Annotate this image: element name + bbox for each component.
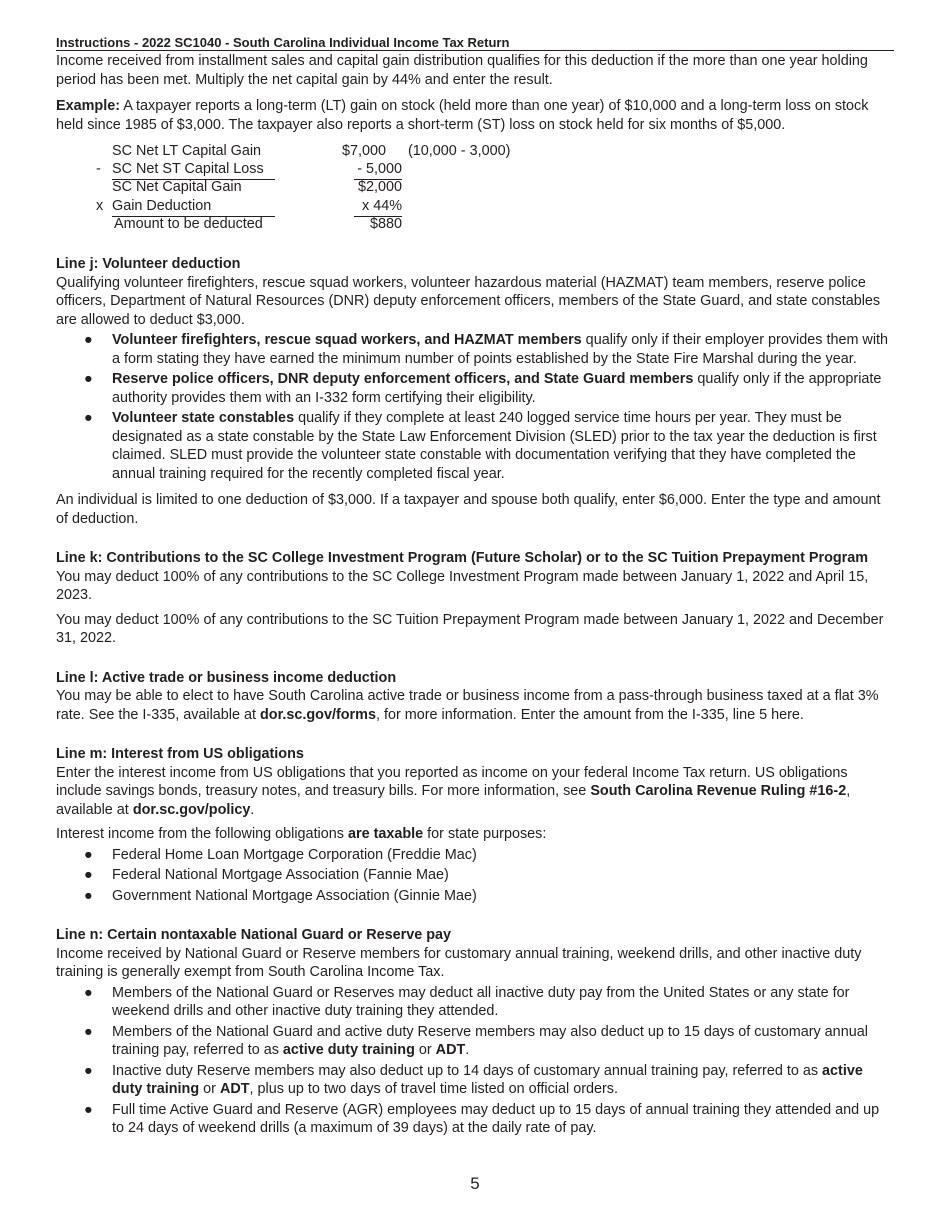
calc-label: SC Net Capital Gain (112, 179, 242, 195)
calc-row (56, 178, 556, 196)
line-l-heading: Line l: Active trade or business income deduction (56, 669, 397, 686)
list-item: ● Volunteer firefighters, rescue squad workers, and HAZMAT members qualify only if their employer provides them with a form stating they have earned the minimum number of points established by the State Fire Marshal during the year. (84, 332, 889, 367)
revenue-ruling-ref: South Carolina Revenue Ruling #16-2 (590, 783, 847, 799)
line-j-intro: Qualifying volunteer firefighters, rescue squad workers, volunteer hazardous material (HAZMAT) team members, reserve police officers, Department of Natural Resources (DNR) deputy enforcement officers, members of the State Guard, and state constables are allowed to deduct $3,000. (56, 274, 881, 328)
calc-amount: x 44% (354, 197, 402, 217)
calc-operator: x (96, 198, 104, 214)
line-k-heading: Line k: Contributions to the SC College Investment Program (Future Scholar) or to the SC Tuition Prepayment Program (56, 550, 869, 566)
example-text: A taxpayer reports a long-term (LT) gain on stock (held more than one year) of $10,000 and a long-term loss on stock held since 1985 of $3,000. The taxpayer also reports a short-term (ST) loss on stock held for six months of $5,000. (56, 98, 869, 133)
forms-link[interactable]: dor.sc.gov/forms (260, 706, 376, 723)
line-m-paragraph: Enter the interest income from US obligations that you reported as income on your federal Income Tax return. US obligations include savings bonds, treasury notes, and treasury bills. For more information, see South Carolina Revenue Ruling #16-2, available at dor.sc.gov/policy. (56, 764, 851, 818)
line-n-intro: Income received by National Guard or Reserve members for customary annual training, weekend drills, and other inactive duty training is generally exempt from South Carolina Income Tax. (56, 945, 862, 980)
calc-row (56, 142, 556, 160)
running-header: Instructions - 2022 SC1040 - South Carolina Individual Income Tax Return (56, 35, 894, 51)
line-m-heading: Line m: Interest from US obligations (56, 746, 304, 762)
calc-label: SC Net ST Capital Loss (112, 160, 275, 180)
list-item: ● Volunteer state constables qualify if they complete at least 240 logged service time hours per year. They must be designated as a state constable by the State Law Enforcement Division (SLED) prior to the tax year the deduction is first claimed. SLED must provide the volunteer state constable with documentation verifying that they have completed the annual training required for the recently completed fiscal year. (84, 410, 877, 482)
list-item: ● Members of the National Guard and active duty Reserve members may also deduct up to 15 days of customary annual training pay, referred to as active duty training or ADT. (84, 1023, 868, 1058)
list-item: ● Reserve police officers, DNR deputy enforcement officers, and State Guard members qualify only if the appropriate authority provides them with an I-332 form certifying their eligibility. (84, 371, 882, 406)
intro-paragraph: Income received from installment sales and capital gain distribution qualifies for this deduction if the more than one year holding period has been met. Multiply the net capital gain by 44% and enter the result. (56, 53, 868, 88)
calc-amount: $2,000 (357, 179, 402, 195)
example-paragraph (56, 97, 894, 134)
calc-label: SC Net LT Capital Gain (112, 143, 262, 159)
list-item: ● Federal Home Loan Mortgage Corporation (Freddie Mac) (84, 846, 477, 863)
line-m-bullets (56, 846, 894, 906)
calc-row (56, 197, 556, 215)
capital-gain-calculation (56, 142, 894, 234)
calc-label: Gain Deduction (112, 197, 275, 217)
example-label: Example: (56, 98, 120, 114)
page-number: 5 (470, 1174, 480, 1193)
page (56, 35, 894, 1138)
line-j-closing: An individual is limited to one deduction of $3,000. If a taxpayer and spouse both qualify, enter $6,000. Enter the type and amount of deduction. (56, 492, 881, 527)
list-item: ● Government National Mortgage Association (Ginnie Mae) (84, 887, 477, 904)
calc-row (56, 215, 556, 233)
line-j-bullets (56, 331, 894, 483)
calc-operator: - (96, 161, 101, 177)
line-n-heading: Line n: Certain nontaxable National Guard or Reserve pay (56, 927, 452, 943)
list-item: ● Members of the National Guard or Reserves may deduct all inactive duty pay from the United States or any state for weekend drills and other inactive duty training they attended. (84, 984, 850, 1019)
line-n-bullets (56, 984, 894, 1138)
line-l-paragraph: You may be able to elect to have South Carolina active trade or business income from a pass-through business taxed at a flat 3% rate. See the I-335, available at dor.sc.gov/forms, for more information. Enter the amount from the I-335, line 5 here. (56, 688, 879, 723)
calc-amount: $7,000 (342, 143, 387, 159)
policy-link[interactable]: dor.sc.gov/policy (132, 801, 251, 818)
line-m-taxable: Interest income from the following obligations are taxable for state purposes: (56, 826, 547, 842)
calc-row (56, 160, 556, 178)
line-j-heading: Line j: Volunteer deduction (56, 256, 241, 272)
list-item: ● Federal National Mortgage Association (Fannie Mae) (84, 867, 449, 883)
line-k-paragraph-2: You may deduct 100% of any contributions to the SC Tuition Prepayment Program made between January 1, 2022 and December 31, 2022. (56, 611, 884, 646)
list-item: ● Inactive duty Reserve members may also deduct up to 14 days of customary annual training pay, referred to as active duty training or ADT, plus up to two days of travel time listed on official orders. (84, 1062, 863, 1097)
calc-label: Amount to be deducted (114, 216, 263, 232)
line-k-paragraph-1: You may deduct 100% of any contributions to the SC College Investment Program made between January 1, 2022 and April 15, 2023. (56, 568, 869, 603)
calc-amount: $880 (369, 216, 402, 232)
list-item: ● Full time Active Guard and Reserve (AGR) employees may deduct up to 15 days of annual training they attended and up to 24 days of weekend drills (a maximum of 39 days) at the daily rate of pay. (84, 1101, 880, 1136)
calc-amount: - 5,000 (354, 160, 402, 180)
calc-note: (10,000 - 3,000) (408, 143, 511, 159)
